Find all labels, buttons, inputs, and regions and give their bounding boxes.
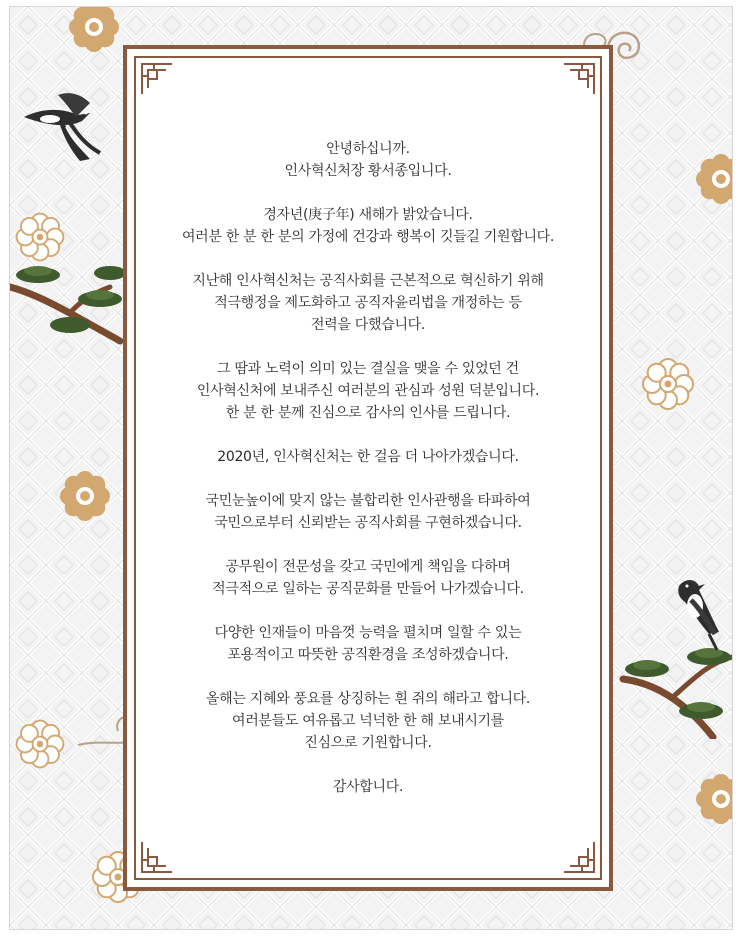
flower-icon (636, 352, 700, 416)
letter-line: 감사합니다. (332, 779, 404, 795)
letter-line: 인사혁신처에 보내주신 여러분의 관심과 성원 덕분입니다. (196, 383, 540, 399)
letter-line: 2020년, 인사혁신처는 한 걸음 더 나아가겠습니다. (217, 449, 519, 465)
letter-line: 적극행정을 제도화하고 공직자윤리법을 개정하는 등 (214, 295, 522, 311)
letter-body (136, 138, 600, 820)
letter-line: 경자년(庚子年) 새해가 밝았습니다. (263, 207, 473, 223)
letter-line: 적극적으로 일하는 공직문화를 만들어 나가겠습니다. (212, 581, 524, 597)
letter-line: 공무원이 전문성을 갖고 국민에게 책임을 다하며 (225, 559, 511, 575)
letter-line: 올해는 지혜와 풍요를 상징하는 흰 쥐의 해라고 합니다. (205, 691, 531, 707)
fret-corner-icon (140, 840, 174, 874)
fret-corner-icon (140, 62, 174, 96)
fret-corner-icon (562, 840, 596, 874)
paragraph-closing (136, 776, 600, 798)
letter-card (9, 6, 733, 930)
letter-line: 국민눈높이에 맞지 않는 불합리한 인사관행을 타파하여 (205, 493, 531, 509)
paragraph-last-year (136, 270, 600, 336)
letter-frame-inner (134, 56, 602, 880)
paragraph-2020 (136, 446, 600, 468)
letter-line: 안녕하십니까. (326, 141, 410, 157)
letter-line: 다양한 인재들이 마음껏 능력을 펼치며 일할 수 있는 (214, 625, 522, 641)
paragraph-wishes (136, 688, 600, 754)
letter-line: 여러분 한 분 한 분의 가정에 건강과 행복이 깃들길 기원합니다. (181, 229, 555, 245)
flower-icon (53, 464, 117, 528)
letter-line: 한 분 한 분께 진심으로 감사의 인사를 드립니다. (225, 405, 511, 421)
fret-corner-icon (562, 62, 596, 96)
letter-frame (123, 45, 613, 891)
flower-icon (689, 767, 733, 831)
flower-icon (10, 714, 70, 774)
letter-line: 여러분들도 여유롭고 넉넉한 한 해 보내시기를 (231, 713, 504, 729)
letter-line: 국민으로부터 신뢰받는 공직사회를 구현하겠습니다. (214, 515, 522, 531)
pine-branch-icon (10, 257, 128, 353)
letter-line: 그 땀과 노력이 의미 있는 결실을 맺을 수 있었던 건 (217, 361, 519, 377)
letter-line: 전력을 다했습니다. (310, 317, 426, 333)
flower-icon (62, 6, 126, 59)
letter-line: 포용적이고 따뜻한 공직환경을 조성하겠습니다. (227, 647, 509, 663)
paragraph-greeting (136, 138, 600, 182)
paragraph-new-year (136, 204, 600, 248)
magpie-icon (665, 572, 729, 652)
letter-line: 진심으로 기원합니다. (304, 735, 432, 751)
paragraph-thanks (136, 358, 600, 424)
letter-line: 인사혁신처장 황서종입니다. (284, 163, 452, 179)
flower-icon (689, 147, 733, 211)
paragraph-inclusion (136, 622, 600, 666)
paragraph-culture (136, 556, 600, 600)
letter-line: 지난해 인사혁신처는 공직사회를 근본적으로 혁신하기 위해 (192, 273, 544, 289)
paragraph-trust (136, 490, 600, 534)
magpie-icon (20, 87, 112, 169)
